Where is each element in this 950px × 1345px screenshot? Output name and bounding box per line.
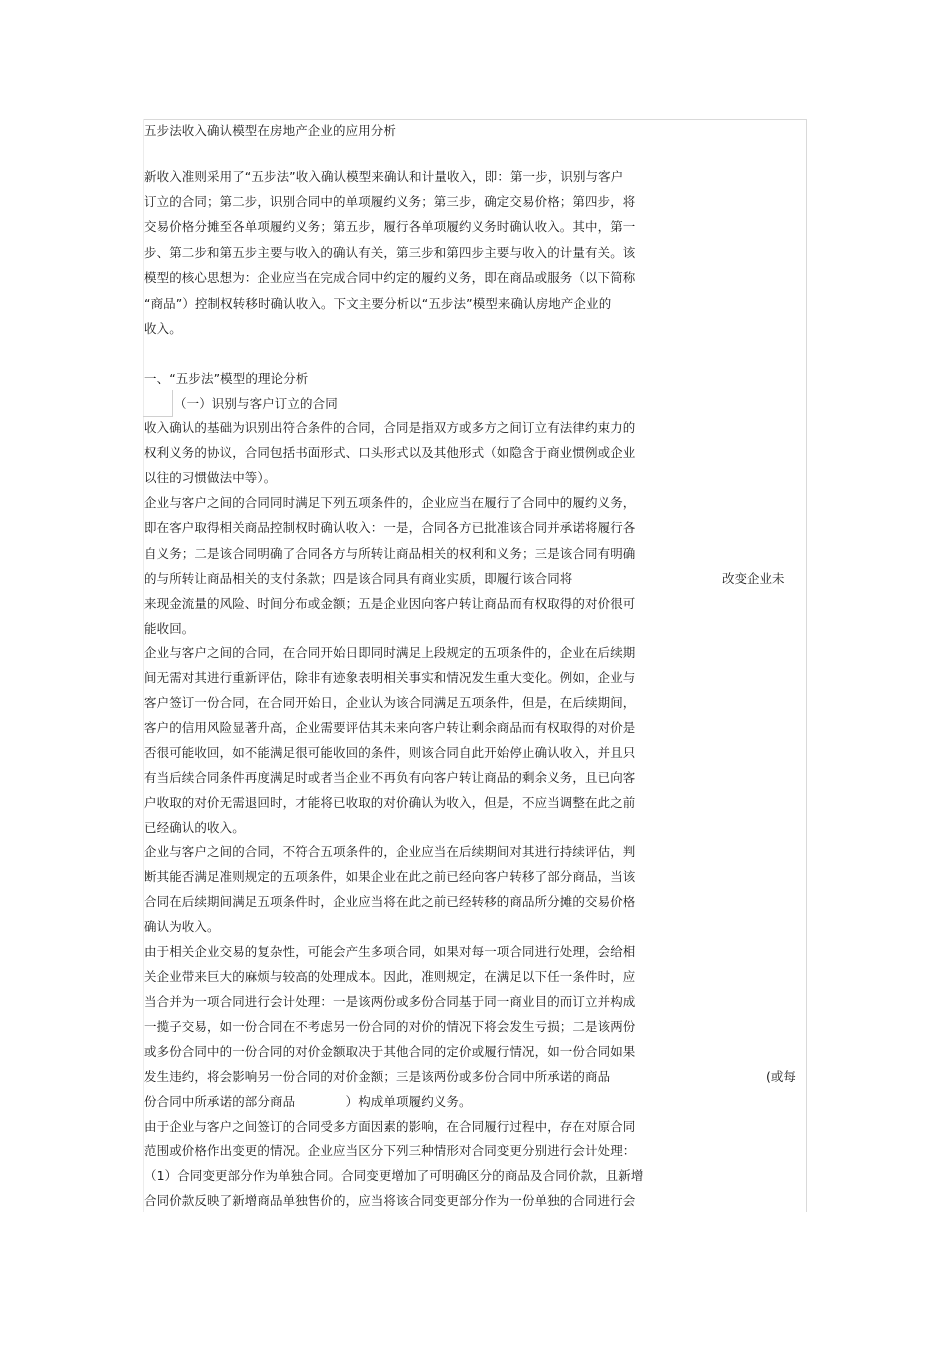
paragraph-line: 收入。 — [144, 321, 182, 336]
indent-cell — [143, 390, 173, 417]
paragraph-line: 范围或价格作出变更的情况。企业应当区分下列三种情形对合同变更分别进行会计处理： — [144, 1143, 636, 1158]
paragraph-line: 有当后续合同条件再度满足时或者当企业不再负有向客户转让商品的剩余义务，且已向客 — [144, 770, 636, 785]
paragraph-line: 来现金流量的风险、时间分布或金额；五是企业因向客户转让商品而有权取得的对价很可 — [144, 596, 636, 611]
paragraph-line: 企业与客户之间的合同，在合同开始日即同时满足上段规定的五项条件的，企业在后续期 — [144, 645, 636, 660]
side-note: 改变企业未 — [722, 571, 785, 586]
paragraph-line: 否很可能收回，如不能满足很可能收回的条件，则该合同自此开始停止确认收入，并且只 — [144, 745, 636, 760]
paragraph-line: 收入确认的基础为识别出符合条件的合同，合同是指双方或多方之间订立有法律约束力的 — [144, 420, 636, 435]
paragraph-line: 由于相关企业交易的复杂性，可能会产生多项合同，如果对每一项合同进行处理，会给相 — [144, 944, 636, 959]
side-note: (或每 — [766, 1069, 796, 1084]
paragraph-line: 关企业带来巨大的麻烦与较高的处理成本。因此，准则规定，在满足以下任一条件时，应 — [144, 969, 636, 984]
paragraph-line: （1）合同变更部分作为单独合同。合同变更增加了可明确区分的商品及合同价款，且新增 — [144, 1168, 644, 1183]
paragraph-line: 权利义务的协议，合同包括书面形式、口头形式以及其他形式（如隐含于商业惯例或企业 — [144, 445, 636, 460]
paragraph-line: 以往的习惯做法中等）。 — [144, 470, 277, 485]
paragraph-line: 户收取的对价无需退回时，才能将已收取的对价确认为收入，但是，不应当调整在此之前 — [144, 795, 636, 810]
paragraph-line: 步、第二步和第五步主要与收入的确认有关，第三步和第四步主要与收入的计量有关。该 — [144, 245, 636, 260]
paragraph-line: 企业与客户之间的合同，不符合五项条件的，企业应当在后续期间对其进行持续评估，判 — [144, 844, 636, 859]
paragraph-line: 合同价款反映了新增商品单独售价的，应当将该合同变更部分作为一份单独的合同进行会 — [144, 1193, 636, 1208]
page-frame-top — [143, 119, 807, 120]
subsection-heading: （一）识别与客户订立的合同 — [174, 396, 338, 411]
paragraph-line: 确认为收入。 — [144, 919, 220, 934]
paragraph-line: 已经确认的收入。 — [144, 820, 245, 835]
paragraph-line: 合同在后续期间满足五项条件时，企业应当将在此之前已经转移的商品所分摊的交易价格 — [144, 894, 636, 909]
paragraph-line: 客户签订一份合同，在合同开始日，企业认为该合同满足五项条件，但是，在后续期间， — [144, 695, 636, 710]
paragraph-line: 交易价格分摊至各单项履约义务；第五步，履行各单项履约义务时确认收入。其中，第一 — [144, 219, 636, 234]
paragraph-line: 份合同中所承诺的部分商品 ）构成单项履约义务。 — [144, 1094, 472, 1109]
paragraph-line: 或多份合同中的一份合同的对价金额取决于其他合同的定价或履行情况，如一份合同如果 — [144, 1044, 636, 1059]
paragraph-line: 一揽子交易，如一份合同在不考虑另一份合同的对价的情况下将会发生亏损；二是该两份 — [144, 1019, 636, 1034]
document-title: 五步法收入确认模型在房地产企业的应用分析 — [144, 123, 397, 138]
paragraph-line: 发生违约，将会影响另一份合同的对价金额；三是该两份或多份合同中所承诺的商品 — [144, 1069, 611, 1084]
paragraph-line: 企业与客户之间的合同同时满足下列五项条件的，企业应当在履行了合同中的履约义务， — [144, 495, 636, 510]
paragraph-line: 新收入准则采用了“五步法”收入确认模型来确认和计量收入，即：第一步，识别与客户 — [144, 169, 624, 184]
paragraph-line: 能收回。 — [144, 621, 195, 636]
paragraph-line: 当合并为一项合同进行会计处理：一是该两份或多份合同基于同一商业目的而订立并构成 — [144, 994, 636, 1009]
page-frame-right — [806, 119, 807, 1212]
paragraph-line: 断其能否满足准则规定的五项条件，如果企业在此之前已经向客户转移了部分商品，当该 — [144, 869, 636, 884]
paragraph-line: 模型的核心思想为：企业应当在完成合同中约定的履约义务，即在商品或服务（以下简称 — [144, 270, 636, 285]
paragraph-line: 的与所转让商品相关的支付条款；四是该合同具有商业实质，即履行该合同将 — [144, 571, 573, 586]
paragraph-line: 客户的信用风险显著升高，企业需要评估其未来向客户转让剩余商品而有权取得的对价是 — [144, 720, 636, 735]
paragraph-line: 即在客户取得相关商品控制权时确认收入：一是，合同各方已批准该合同并承诺将履行各 — [144, 520, 636, 535]
paragraph-line: 由于企业与客户之间签订的合同受多方面因素的影响，在合同履行过程中，存在对原合同 — [144, 1119, 636, 1134]
paragraph-line: “商品”）控制权转移时确认收入。下文主要分析以“五步法”模型来确认房地产企业的 — [144, 296, 612, 311]
paragraph-line: 间无需对其进行重新评估，除非有迹象表明相关事实和情况发生重大变化。例如，企业与 — [144, 670, 636, 685]
section-heading: 一、“五步法”模型的理论分析 — [144, 371, 309, 386]
paragraph-line: 自义务；二是该合同明确了合同各方与所转让商品相关的权利和义务；三是该合同有明确 — [144, 546, 636, 561]
paragraph-line: 订立的合同；第二步，识别合同中的单项履约义务；第三步，确定交易价格；第四步，将 — [144, 194, 636, 209]
